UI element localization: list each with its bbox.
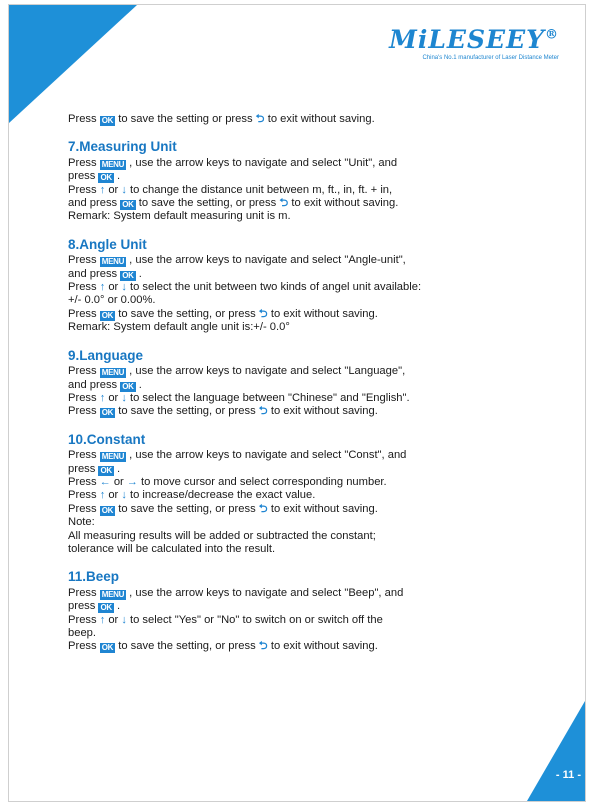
brand-tagline: China's No.1 manufacturer of Laser Distance Meter bbox=[422, 55, 559, 61]
back-arrow-icon: ⮌ bbox=[258, 502, 268, 515]
down-arrow-icon: ↓ bbox=[121, 183, 127, 196]
menu-key-icon: MENU bbox=[101, 368, 125, 378]
section-title: 10.Constant bbox=[68, 431, 146, 447]
up-arrow-icon: ↑ bbox=[99, 391, 106, 404]
up-arrow-icon: ↑ bbox=[99, 613, 106, 626]
down-arrow-icon: ↓ bbox=[121, 613, 127, 626]
ok-key-icon: OK bbox=[122, 381, 134, 391]
menu-key-icon: MENU bbox=[101, 589, 125, 599]
menu-key-icon: MENU bbox=[101, 159, 125, 169]
section-title: 7.Measuring Unit bbox=[68, 139, 177, 155]
brand-logo bbox=[389, 25, 559, 61]
up-arrow-icon: ↑ bbox=[99, 183, 106, 196]
ok-key-icon: OK bbox=[101, 310, 114, 320]
ok-key-icon: OK bbox=[101, 643, 114, 653]
back-arrow-icon: ⮌ bbox=[258, 405, 268, 418]
ok-key-icon: OK bbox=[100, 603, 112, 613]
right-arrow-icon: → bbox=[126, 475, 138, 488]
page-number: - 11 - bbox=[555, 769, 581, 781]
intro-line: Press OK to save the setting or press ⮌ to exit without saving. bbox=[68, 113, 375, 125]
section-title: 9.Language bbox=[68, 347, 144, 363]
menu-key-icon: MENU bbox=[101, 257, 125, 267]
section-title: 11.Beep bbox=[68, 569, 120, 585]
registered-mark: ® bbox=[545, 27, 559, 43]
up-arrow-icon: ↑ bbox=[99, 489, 106, 502]
down-arrow-icon: ↓ bbox=[121, 391, 127, 404]
ok-key-icon: OK bbox=[101, 408, 114, 418]
section-title: 8.Angle Unit bbox=[68, 236, 147, 252]
manual-content: Press OK to save the setting or press ⮌ to exit without saving. 7.Measuring Unit Press MENU , use the arrow keys to navigate and select "Unit", and press OK . Press ↑ or ↓ to change the distance unit between m, ft., in, ft. + in, and press OK to save the setting, or press ⮌ to exit without saving. Remark: System default measuring unit is m. 8.Angle Unit Press MENU , use the arrow keys to navigate and select "Angle-unit", and press OK . Press ↑ or ↓ to select the unit between two kinds of angel unit available: +/- 0.0° or 0.00%. Press OK to save the setting, or press ⮌ to exit without saving. Remark: System default angle unit is:+/- 0.0° 9.Language Press MENU , use the arrow keys to navigate and select "Language", and press OK . Press ↑ or ↓ to select the language between "Chinese" and "English". Press OK to save the setting, or press ⮌ to exit without saving. 10.Constant Press MENU , use the arrow keys to navigate and select "Const", and press OK . Press ← or → to move cursor and select corresponding number. Press ↑ or ↓ to increase/decrease the exact value. Press OK to save the setting, or press ⮌ to exit without saving. Note: All measuring results will be added or subtracted the constant; tolerance will be calculated into the result. 11.Beep Press MENU , use the arrow keys to navigate and select "Beep", and press OK . Press ↑ or ↓ to select "Yes" or "No" to switch on or switch off the beep. Press OK to save the setting, or press ⮌ to exit without saving. bbox=[68, 113, 548, 654]
down-arrow-icon: ↓ bbox=[121, 281, 127, 294]
brand-name: MiLESEEY bbox=[389, 25, 545, 54]
corner-decoration-bottom bbox=[527, 701, 585, 801]
up-arrow-icon: ↑ bbox=[99, 281, 106, 294]
ok-key-icon: OK bbox=[101, 116, 114, 125]
menu-key-icon: MENU bbox=[101, 452, 125, 462]
back-arrow-icon: ⮌ bbox=[255, 113, 265, 125]
back-arrow-icon: ⮌ bbox=[279, 197, 289, 210]
ok-key-icon: OK bbox=[122, 270, 134, 280]
back-arrow-icon: ⮌ bbox=[258, 307, 268, 320]
ok-key-icon: OK bbox=[101, 505, 114, 515]
back-arrow-icon: ⮌ bbox=[258, 640, 268, 653]
down-arrow-icon: ↓ bbox=[121, 489, 127, 502]
corner-decoration-top bbox=[9, 5, 137, 123]
manual-page bbox=[8, 4, 586, 802]
ok-key-icon: OK bbox=[100, 173, 112, 183]
ok-key-icon: OK bbox=[122, 200, 134, 210]
ok-key-icon: OK bbox=[100, 465, 112, 475]
left-arrow-icon: ← bbox=[99, 475, 111, 488]
